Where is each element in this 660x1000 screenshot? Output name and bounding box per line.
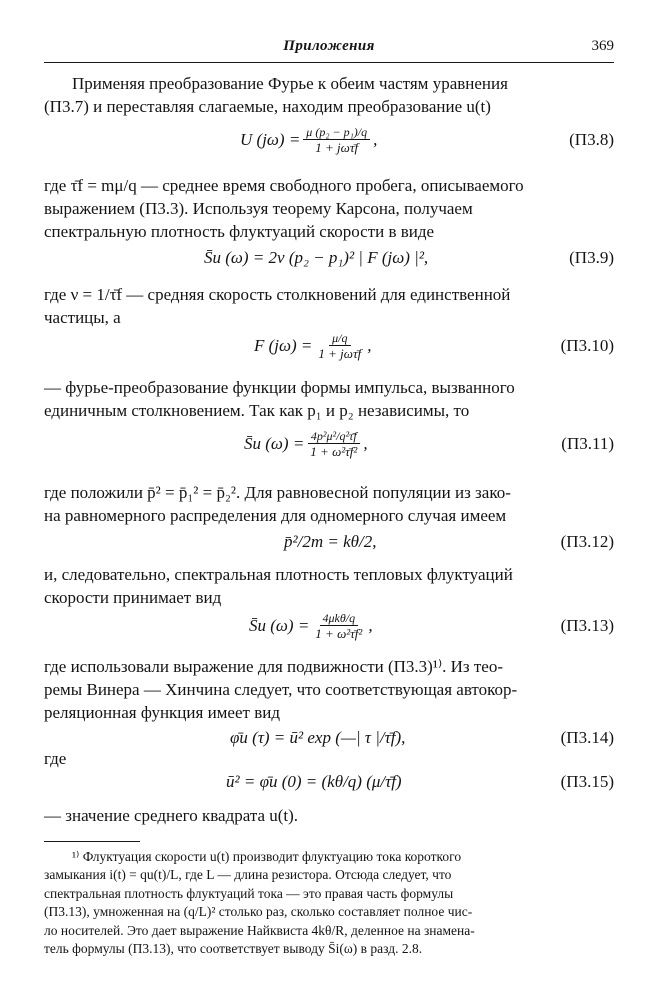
paragraph-3	[44, 283, 614, 329]
equation-lhs: F (jω) =	[254, 336, 313, 355]
text-line: где положили p̄² = p̄₁² = p̄₂². Для равновесной популяции из зако-	[44, 483, 511, 502]
fraction-numerator: μ/q	[329, 331, 350, 346]
footnote-divider	[44, 841, 140, 842]
footnote-line: (П3.13), умноженная на (q/L)² столько раз, сколько составляет полное чис-	[44, 904, 473, 920]
text-line: на равномерного распределения для одномерного случая имеем	[44, 506, 507, 525]
equation-number: (П3.14)	[560, 728, 614, 747]
equation-formula: φ̄u (τ) = ū² exp (—| τ |/τ̄f),	[230, 728, 406, 747]
text-line: где τ̄f = mμ/q — среднее время свободного пробега, описываемого	[44, 176, 524, 195]
footnote-line: ¹⁾ Флуктуация скорости u(t) производит флуктуацию тока короткого	[72, 849, 462, 864]
equation-formula	[244, 426, 368, 462]
equation-p3-12	[44, 524, 614, 560]
text-line: частицы, а	[44, 308, 121, 327]
page-number: 369	[591, 38, 614, 54]
fraction-numerator: 4μkθ/q	[320, 611, 359, 626]
equation-p3-8	[44, 122, 614, 158]
text-line: ремы Винера — Хинчина следует, что соответствующая автокор-	[44, 680, 518, 699]
equation-p3-10	[44, 328, 614, 364]
equation-number: (П3.12)	[560, 532, 614, 551]
equation-number: (П3.10)	[560, 336, 614, 355]
fraction	[312, 611, 365, 642]
running-title: Приложения	[283, 38, 375, 54]
text-line: Применяя преобразование Фурье к обеим частям уравнения	[72, 74, 508, 93]
text-line: — значение среднего квадрата u(t).	[44, 806, 299, 825]
equation-lhs: U (jω) =	[240, 130, 301, 149]
equation-p3-15	[44, 764, 614, 800]
text-line: где	[44, 749, 67, 768]
text-line: (П3.7) и переставляя слагаемые, находим преобразование u(t)	[44, 97, 491, 116]
equation-number: (П3.8)	[569, 130, 614, 149]
equation-formula	[254, 328, 371, 364]
footnote-line: тель формулы (П3.13), что соответствует выводу S̄i(ω) в разд. 2.8.	[44, 941, 423, 957]
paragraph-7	[44, 655, 614, 724]
equation-tail: ,	[367, 336, 372, 355]
footnote	[44, 848, 614, 958]
equation-tail: ,	[363, 434, 368, 453]
fraction-denominator: 1 + ω²τ̄f²	[315, 625, 363, 641]
text-line: и, следовательно, спектральная плотность тепловых флуктуаций	[44, 565, 513, 584]
equation-formula	[249, 608, 373, 644]
footnote-line: ло носителей. Это дает выражение Найквиста 4kθ/R, деленное на знамена-	[44, 922, 475, 938]
equation-p3-9	[44, 240, 614, 276]
paragraph-1	[44, 72, 614, 118]
equation-formula	[240, 122, 377, 158]
paragraph-5	[44, 481, 614, 527]
fraction	[303, 125, 370, 156]
fraction	[307, 429, 360, 460]
equation-formula: p̄²/2m = kθ/2,	[284, 532, 377, 551]
fraction-numerator: μ (p₂ − p₁)/q	[303, 125, 370, 140]
paragraph-6	[44, 563, 614, 609]
fraction-denominator: 1 + ω²τ̄f²	[310, 443, 358, 459]
equation-number: (П3.11)	[561, 434, 614, 453]
text-line: единичным столкновением. Так как p₁ и p₂ независимы, то	[44, 401, 470, 420]
text-line: — фурье-преобразование функции формы импульса, вызванного	[44, 378, 515, 397]
equation-lhs: S̄u (ω) =	[249, 616, 310, 635]
equation-lhs: S̄u (ω) =	[244, 434, 305, 453]
equation-tail: ,	[368, 616, 373, 635]
text-line: где ν = 1/τ̄f — средняя скорость столкновений для единственной	[44, 285, 511, 304]
paragraph-2	[44, 174, 614, 243]
footnote-line: спектральная плотность флуктуаций тока — это правая часть формулы	[44, 885, 454, 901]
paragraph-9	[44, 804, 614, 827]
text-line: выражением (П3.3). Используя теорему Карсона, получаем	[44, 199, 473, 218]
text-line: скорости принимает вид	[44, 588, 222, 607]
footnote-line: замыкания i(t) = qu(t)/L, где L — длина резистора. Отсюда следует, что	[44, 867, 452, 883]
equation-number: (П3.9)	[569, 248, 614, 267]
paragraph-4	[44, 376, 614, 422]
fraction-denominator: 1 + jωτ̄f	[315, 139, 359, 155]
fraction-numerator: 4p²μ²/q²τ̄f	[308, 429, 360, 444]
equation-number: (П3.15)	[560, 772, 614, 791]
equation-p3-13	[44, 608, 614, 644]
equation-number: (П3.13)	[560, 616, 614, 635]
text-line: спектральную плотность флуктуаций скорости в виде	[44, 222, 435, 241]
equation-formula: ū² = φ̄u (0) = (kθ/q) (μ/τ̄f)	[226, 772, 402, 791]
equation-formula: S̄u (ω) = 2ν (p₂ − p₁)² | F (jω) |²,	[204, 248, 429, 267]
page-header	[44, 38, 614, 63]
fraction	[315, 331, 364, 362]
text-line: где использовали выражение для подвижности (П3.3)¹⁾. Из тео-	[44, 657, 503, 676]
equation-p3-11	[44, 426, 614, 462]
equation-tail: ,	[373, 130, 378, 149]
text-line: реляционная функция имеет вид	[44, 703, 280, 722]
fraction-denominator: 1 + jωτ̄f	[318, 345, 362, 361]
